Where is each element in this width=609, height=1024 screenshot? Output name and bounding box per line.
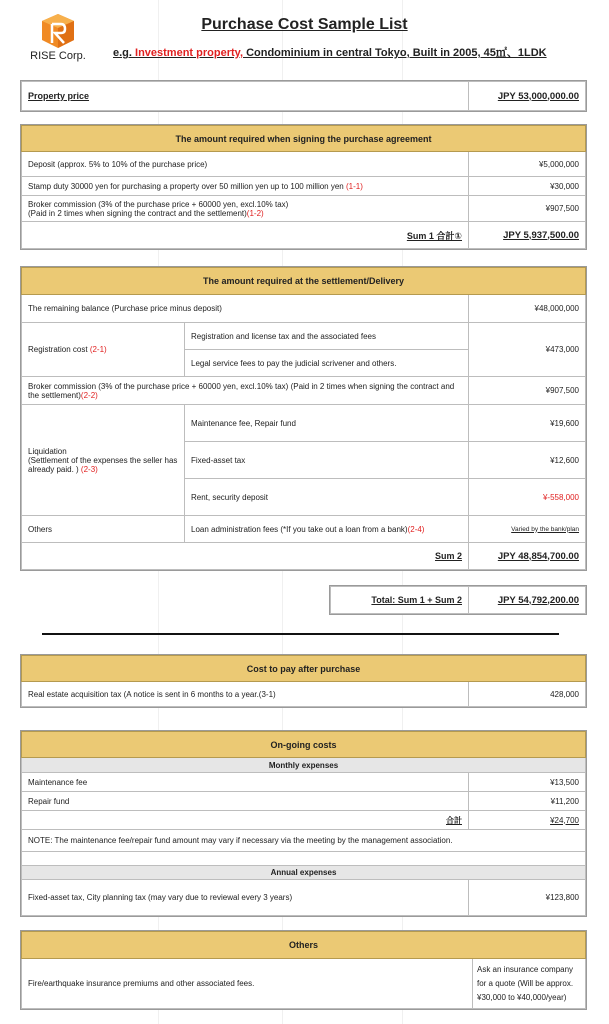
- sum2-label: Sum 2: [22, 543, 469, 570]
- after-purchase-table: [21, 655, 586, 707]
- section-divider: [42, 633, 559, 635]
- logo-text: RISE Corp.: [30, 50, 86, 62]
- total-value: JPY 54,792,200.00: [469, 587, 586, 614]
- liquidation-label: Liquidation (Settlement of the expenses the seller has already paid. ) (2-3): [22, 405, 185, 516]
- registration-cost-value: ¥473,000: [469, 323, 586, 377]
- repair-fund-label: Repair fund: [22, 792, 469, 811]
- broker-commission-value: ¥907,500: [469, 196, 586, 222]
- signing-table: [21, 125, 586, 249]
- annual-header: Annual expenses: [22, 866, 586, 880]
- liquidation-value: ¥-558,000: [469, 479, 586, 516]
- maintenance-fee-value: ¥13,500: [469, 773, 586, 792]
- stamp-duty-value: ¥30,000: [469, 177, 586, 196]
- property-price-label: Property price: [22, 82, 469, 111]
- registration-item: Registration and license tax and the associated fees: [185, 323, 469, 350]
- signing-header: The amount required when signing the purchase agreement: [22, 126, 586, 152]
- others-header: Others: [22, 932, 586, 959]
- settlement-table: [21, 267, 586, 570]
- liquidation-value: ¥19,600: [469, 405, 586, 442]
- insurance-label: Fire/earthquake insurance premiums and other associated fees.: [22, 959, 473, 1009]
- total-table: [330, 586, 586, 614]
- others-label: Others: [22, 516, 185, 543]
- sum1-value: JPY 5,937,500.00: [469, 222, 586, 249]
- others-table: [21, 931, 586, 1009]
- registration-item: Legal service fees to pay the judicial scrivener and others.: [185, 350, 469, 377]
- sum2-value: JPY 48,854,700.00: [469, 543, 586, 570]
- loan-fees-value: Varied by the bank/plan: [469, 516, 586, 543]
- after-purchase-header: Cost to pay after purchase: [22, 656, 586, 682]
- stamp-duty-label: Stamp duty 30000 yen for purchasing a property over 50 million yen up to 100 million yen (1-1): [22, 177, 469, 196]
- property-price-table: [21, 81, 586, 111]
- monthly-sum-label: 合計: [22, 811, 469, 830]
- fixed-asset-tax-label: Fixed-asset tax, City planning tax (may vary due to reviewal every 3 years): [22, 880, 469, 916]
- registration-cost-label: Registration cost (2-1): [22, 323, 185, 377]
- liquidation-item: Rent, security deposit: [185, 479, 469, 516]
- loan-fees-label: Loan administration fees (*If you take out a loan from a bank)(2-4): [185, 516, 469, 543]
- ongoing-table: [21, 731, 586, 916]
- deposit-value: ¥5,000,000: [469, 152, 586, 177]
- acquisition-tax-value: 428,000: [469, 682, 586, 707]
- deposit-label: Deposit (approx. 5% to 10% of the purchase price): [22, 152, 469, 177]
- page-title: Purchase Cost Sample List: [201, 16, 408, 33]
- broker-commission-label: Broker commission (3% of the purchase price + 60000 yen, excl.10% tax) (Paid in 2 times when signing the contract and the settlement)(1-2): [22, 196, 469, 222]
- settlement-broker-label: Broker commission (3% of the purchase price + 60000 yen, excl.10% tax) (Paid in 2 times when signing the contract and the settlement)(2-2): [22, 377, 469, 405]
- property-price-value: JPY 53,000,000.00: [469, 82, 586, 111]
- repair-fund-value: ¥11,200: [469, 792, 586, 811]
- total-label: Total: Sum 1 + Sum 2: [331, 587, 469, 614]
- monthly-sum-value: ¥24,700: [469, 811, 586, 830]
- liquidation-item: Fixed-asset tax: [185, 442, 469, 479]
- insurance-value: Ask an insurance company for a quote (Will be approx. ¥30,000 to ¥40,000/year): [473, 959, 586, 1009]
- liquidation-value: ¥12,600: [469, 442, 586, 479]
- ongoing-header: On-going costs: [22, 732, 586, 758]
- settlement-broker-value: ¥907,500: [469, 377, 586, 405]
- acquisition-tax-label: Real estate acquisition tax (A notice is sent in 6 months to a year.(3-1): [22, 682, 469, 707]
- liquidation-item: Maintenance fee, Repair fund: [185, 405, 469, 442]
- maintenance-note: NOTE: The maintenance fee/repair fund amount may vary if necessary via the meeting by the management association.: [22, 830, 586, 852]
- remaining-balance-label: The remaining balance (Purchase price minus deposit): [22, 295, 469, 323]
- spacer-row: [22, 852, 586, 866]
- page-subtitle: e.g. Investment property, Condominium in central Tokyo, Built in 2005, 45㎡、1LDK: [113, 47, 547, 59]
- remaining-balance-value: ¥48,000,000: [469, 295, 586, 323]
- maintenance-fee-label: Maintenance fee: [22, 773, 469, 792]
- settlement-header: The amount required at the settlement/Delivery: [22, 268, 586, 295]
- monthly-header: Monthly expenses: [22, 758, 586, 773]
- sum1-label: Sum 1 合計①: [22, 222, 469, 249]
- fixed-asset-tax-value: ¥123,800: [469, 880, 586, 916]
